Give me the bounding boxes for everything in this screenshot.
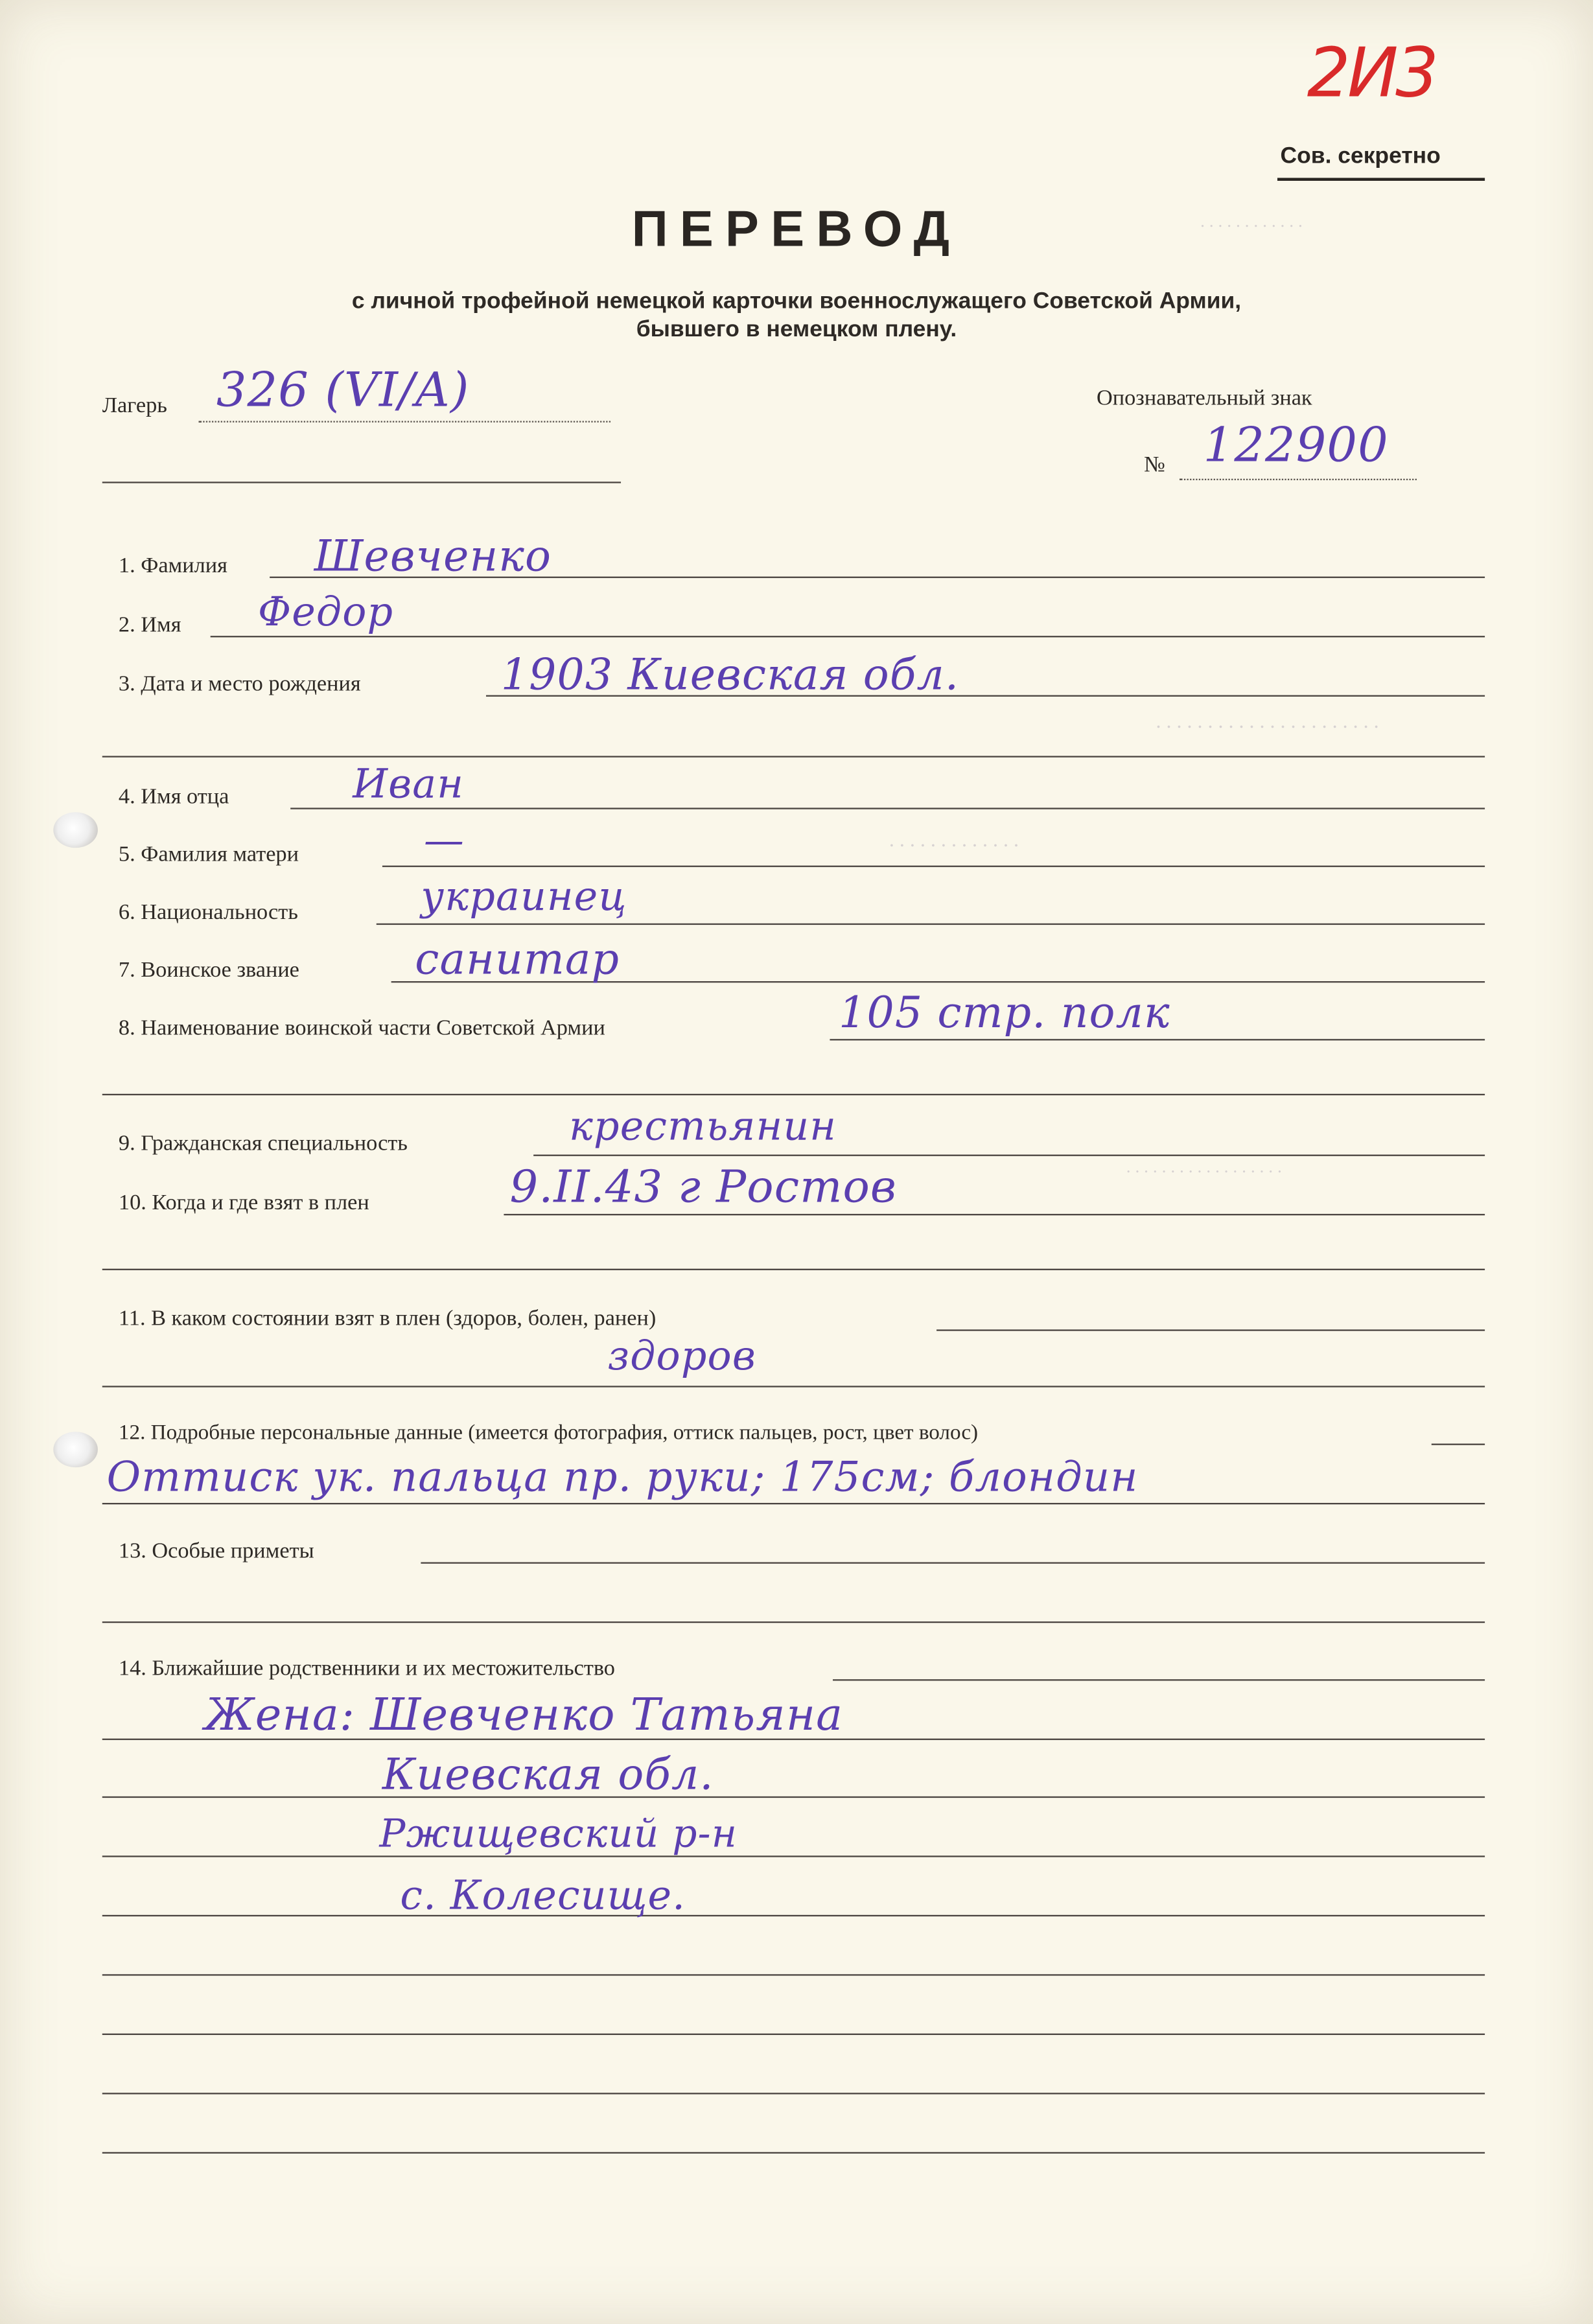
field-birth-value: 1903 Киевская обл. bbox=[500, 649, 960, 700]
field-unit-line-2 bbox=[102, 1094, 1485, 1095]
archive-number: 2И3 bbox=[1307, 32, 1436, 113]
field-capture-label: 10. Когда и где взят в плен bbox=[118, 1191, 369, 1216]
field-surname-label: 1. Фамилия bbox=[118, 554, 227, 578]
field-civil-line bbox=[533, 1155, 1485, 1156]
field-personal-line bbox=[1432, 1444, 1485, 1445]
field-marks-line bbox=[421, 1562, 1485, 1563]
field-name-label: 2. Имя bbox=[118, 613, 181, 638]
field-mother-line bbox=[382, 866, 1485, 867]
field-nationality-line bbox=[377, 924, 1485, 925]
classification-stamp: Сов. секретно bbox=[1280, 143, 1441, 169]
relatives-line-2 bbox=[102, 1796, 1485, 1798]
field-father-value: Иван bbox=[353, 761, 465, 808]
camp-line-2 bbox=[102, 482, 621, 483]
field-personal-label: 12. Подробные персональные данные (имеется фотография, оттиск пальцев, рост, цвет волос) bbox=[118, 1421, 979, 1445]
field-birth-line-2 bbox=[102, 756, 1485, 757]
field-unit-label: 8. Наименование воинской части Советской Армии bbox=[118, 1016, 605, 1041]
camp-line bbox=[198, 421, 610, 423]
field-unit-line bbox=[830, 1039, 1485, 1040]
field-condition-line bbox=[936, 1329, 1485, 1330]
relatives-value-4: с. Колесище. bbox=[400, 1873, 686, 1920]
id-mark-label: Опознавательный знак bbox=[1097, 386, 1312, 411]
camp-value: 326 (VI/A) bbox=[216, 362, 470, 418]
camp-label: Лагерь bbox=[102, 394, 167, 418]
field-condition-label: 11. В каком состоянии взят в плен (здоров, болен, ранен) bbox=[118, 1307, 657, 1331]
field-nationality-value: украинец bbox=[421, 874, 627, 921]
field-father-line bbox=[290, 808, 1485, 809]
field-birth-label: 3. Дата и место рождения bbox=[118, 673, 361, 697]
field-capture-line bbox=[504, 1214, 1485, 1215]
id-mark-value: 122900 bbox=[1203, 416, 1389, 473]
field-marks-label: 13. Особые приметы bbox=[118, 1540, 314, 1564]
field-nationality-label: 6. Национальность bbox=[118, 901, 298, 925]
field-mother-value: — bbox=[423, 818, 465, 865]
field-father-label: 4. Имя отца bbox=[118, 785, 229, 809]
relatives-line-7 bbox=[102, 2093, 1485, 2094]
subtitle-line-2: бывшего в немецком плену. bbox=[636, 317, 957, 343]
field-marks-line-2 bbox=[102, 1621, 1485, 1623]
field-surname-value: Шевченко bbox=[314, 530, 552, 581]
field-name-value: Федор bbox=[257, 590, 394, 636]
field-condition-value: здоров bbox=[607, 1334, 756, 1380]
field-rank-label: 7. Воинское звание bbox=[118, 959, 299, 983]
field-relatives-label: 14. Ближайшие родственники и их местожительство bbox=[118, 1656, 615, 1681]
relatives-value-3: Ржищевский р-н bbox=[379, 1812, 738, 1857]
field-condition-line-2 bbox=[102, 1386, 1485, 1387]
id-mark-number-label: № bbox=[1144, 453, 1165, 478]
subtitle-line-1: с личной трофейной немецкой карточки военнослужащего Советской Армии, bbox=[351, 288, 1242, 314]
page-title: ПЕРЕВОД bbox=[631, 202, 962, 258]
field-name-line bbox=[211, 636, 1485, 637]
field-rank-value: санитар bbox=[415, 933, 620, 984]
classification-underline bbox=[1277, 178, 1485, 181]
field-civil-value: крестьянин bbox=[569, 1104, 837, 1150]
field-mother-label: 5. Фамилия матери bbox=[118, 843, 299, 867]
relatives-value-1: Жена: Шевченко Татьяна bbox=[204, 1690, 844, 1742]
punch-hole-bottom bbox=[53, 1432, 98, 1467]
field-personal-line-2 bbox=[102, 1503, 1485, 1504]
field-capture-line-2 bbox=[102, 1269, 1485, 1270]
relatives-line-8 bbox=[102, 2152, 1485, 2154]
relatives-line-5 bbox=[102, 1974, 1485, 1975]
relatives-line-3 bbox=[102, 1855, 1485, 1857]
relatives-value-2: Киевская обл. bbox=[382, 1749, 714, 1800]
relatives-line-4 bbox=[102, 1915, 1485, 1916]
field-civil-label: 9. Гражданская специальность bbox=[118, 1132, 408, 1156]
field-relatives-line bbox=[833, 1679, 1485, 1680]
relatives-line-6 bbox=[102, 2034, 1485, 2035]
id-mark-line bbox=[1180, 479, 1417, 480]
field-capture-value: 9.II.43 г Ростов bbox=[509, 1162, 898, 1214]
document-page: . . . . . . . . . . . . . . . . . . . . . . . . . . . . . . . . . . . . . . . . . . . . . . . . . . . . . . . . . . . . . . . . . 2И3 Сов. секретно ПЕРЕВОД с личной трофейной немецкой карточки военнослужащего Советской Армии, бывшего в немецком плену. Лагерь 326 (VI/A) Опознавательный знак № 122900 1. Фамилия Шевченко 2. Имя Федор 3. Дата и место рождения 1903 Киевская обл. 4. Имя отца Иван 5. Фамилия матери — 6. Национальность украинец 7. Воинское звание санитар 8. Наименование воинской части Советской Армии 105 стр. полк 9. Гражданская специальность крестьянин 10. Когда и где взят в плен 9.II.43 г Ростов 11. В каком состоянии взят в плен (здоров, болен, ранен) здоров 12. Подробные персональные данные (имеется фотография, оттиск пальцев, рост, цвет волос) Оттиск ук. пальца пр. руки; 175см; блондин 13. Особые приметы 14. Ближайшие родственники и их местожительство Жена: Шевченко Татьяна Киевская обл. Ржищевский р-н с. Колесище. bbox=[0, 0, 1593, 2324]
field-unit-value: 105 стр. полк bbox=[839, 987, 1170, 1038]
field-personal-value: Оттиск ук. пальца пр. руки; 175см; блондин bbox=[106, 1452, 1139, 1502]
punch-hole-top bbox=[53, 812, 98, 848]
